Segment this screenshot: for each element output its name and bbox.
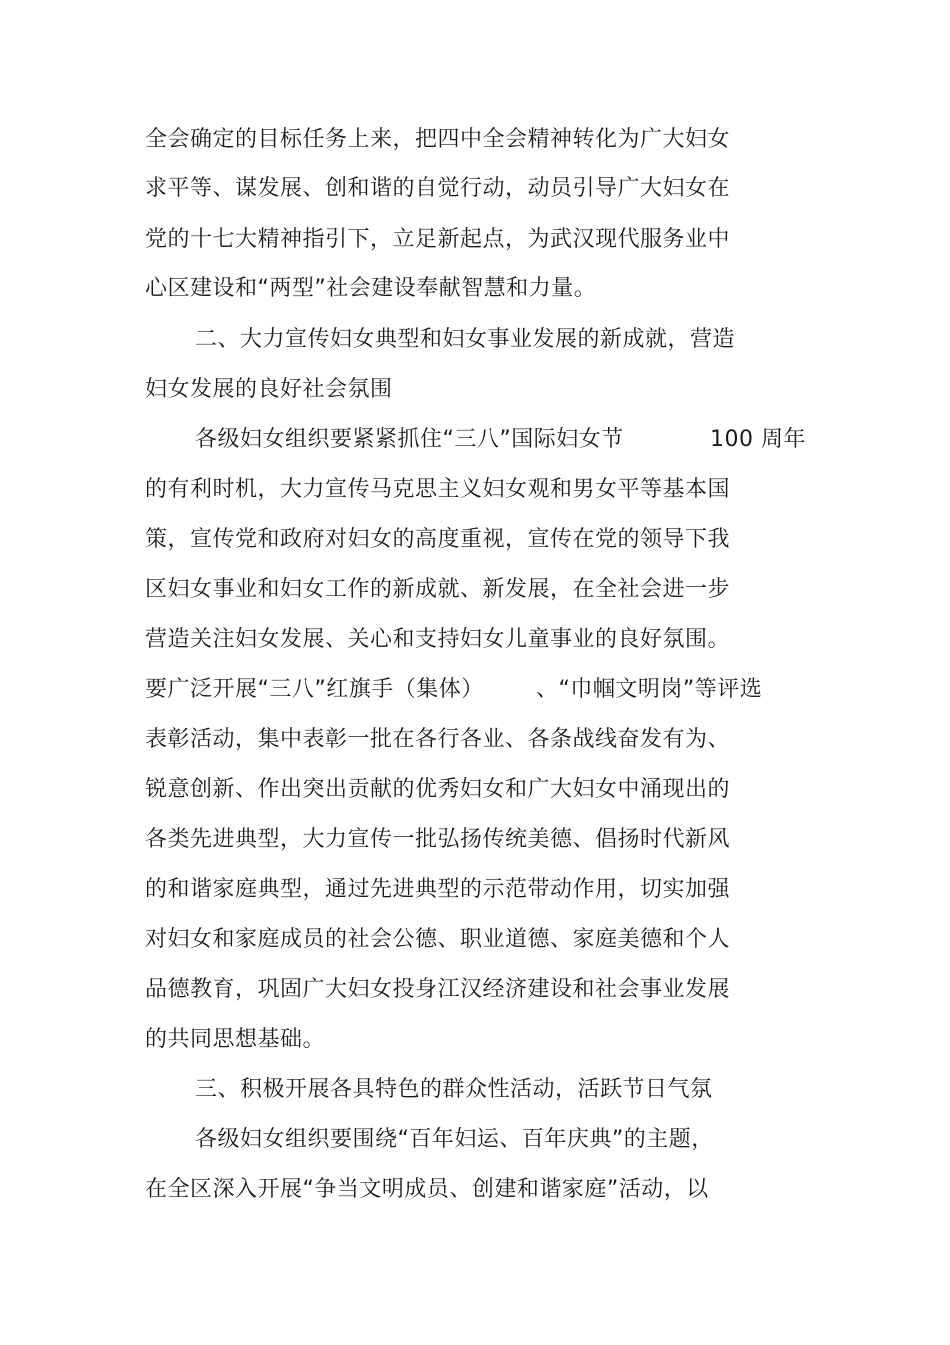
text-line-21: 各级妇女组织要围绕“百年妇运、百年庆典”的主题， [195,1127,714,1152]
text-line-22: 在全区深入开展“争当文明成员、创建和谐家庭”活动，以 [145,1177,709,1202]
text-line-9: 策，宣传党和政府对妇女的高度重视，宣传在党的领导下我 [145,527,731,552]
section-heading-3: 三、积极开展各具特色的群众性活动，活跃节日气氛 [195,1077,713,1102]
text-line-7-end: 100 周年 [710,427,806,452]
text-line-1: 全会确定的目标任务上来，把四中全会精神转化为广大妇女 [145,127,731,152]
text-line-11: 营造关注妇女发展、关心和支持妇女儿童事业的良好氛围。 [145,627,731,652]
text-line-2: 求平等、谋发展、创和谐的自觉行动，动员引导广大妇女在 [145,176,731,201]
text-line-8: 的有利时机，大力宣传马克思主义妇女观和男女平等基本国 [145,477,731,502]
text-line-18: 品德教育，巩固广大妇女投身江汉经济建设和社会事业发展 [145,977,731,1002]
section-heading-2: 二、大力宣传妇女典型和妇女事业发展的新成就，营造 [195,327,736,352]
text-line-15: 各类先进典型，大力宣传一批弘扬传统美德、倡扬时代新风 [145,827,731,852]
text-line-14: 锐意创新、作出突出贡献的优秀妇女和广大妇女中涌现出的 [145,777,731,802]
text-line-4: 心区建设和“两型”社会建设奉献智慧和力量。 [145,276,597,301]
text-line-10: 区妇女事业和妇女工作的新成就、新发展，在全社会进一步 [145,577,731,602]
text-line-19: 的共同思想基础。 [145,1027,326,1052]
text-line-12-end: 、“巾帼文明岗”等评选 [536,677,763,702]
text-line-13: 表彰活动，集中表彰一批在各行各业、各条战线奋发有为、 [145,727,731,752]
text-line-12: 要广泛开展“三八”红旗手（集体） [145,677,484,702]
text-line-17: 对妇女和家庭成员的社会公德、职业道德、家庭美德和个人 [145,927,731,952]
text-line-7: 各级妇女组织要紧紧抓住“三八”国际妇女节 [195,427,624,452]
section-heading-2-cont: 妇女发展的良好社会氛围 [145,377,393,402]
text-line-16: 的和谐家庭典型，通过先进典型的示范带动作用，切实加强 [145,877,731,902]
text-line-3: 党的十七大精神指引下，立足新起点，为武汉现代服务业中 [145,227,731,252]
